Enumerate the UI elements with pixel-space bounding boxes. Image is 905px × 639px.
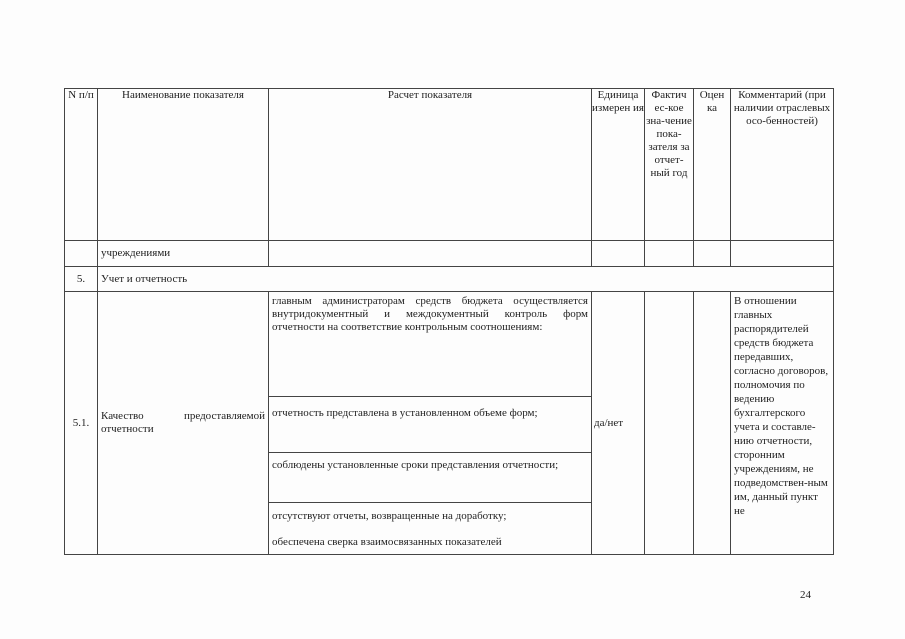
calc-text-2: отчетность представлена в установленном объеме форм; [269,397,592,453]
calc-text-4: отсутствуют отчеты, возвращенные на доработку; [272,510,507,522]
calc-text-3: соблюдены установленные сроки представления отчетности; [269,453,592,503]
table-row [65,241,834,267]
table-header-row [65,89,834,241]
header-fact: Фактич ес-кое зна-чение пока-зателя за отчет-ный год [645,89,694,241]
calc-text-1: главным администраторам средств бюджета осуществляется внутридокументный и междокументный контроль форм отчетности на соответствие контрольным соотношениям: [269,292,592,397]
header-score: Оцен ка [694,89,731,241]
header-comment: Комментарий (при наличии отраслевых осо-бенностей) [731,89,834,241]
fact-value [645,292,694,555]
indicator-name: Качество предоставляемой отчетности [98,292,269,555]
continuation-name: учреждениями [98,241,269,267]
section-number: 5. [65,267,98,292]
comment-text: В отношении главных распорядителей средств бюджета передавших, согласно договоров, полномочия по ведению бухгалтерского учета и составле-нию отчетности, сторонним учреждениям, не подведомствен-ным им, данный пункт не [731,292,834,555]
calc-text-5: обеспечена сверка взаимосвязанных показателей [272,536,502,548]
header-name: Наименование показателя [98,89,269,241]
unit-value: да/нет [592,292,645,555]
table-row [65,292,834,397]
header-calc: Расчет показателя [269,89,592,241]
header-num: N п/п [65,89,98,241]
section-row [65,267,834,292]
header-unit: Единица измерен ия [592,89,645,241]
row-number: 5.1. [65,292,98,555]
score-value [694,292,731,555]
indicators-table [64,88,834,555]
section-title: Учет и отчетность [98,267,834,292]
page-number: 24 [800,589,811,601]
